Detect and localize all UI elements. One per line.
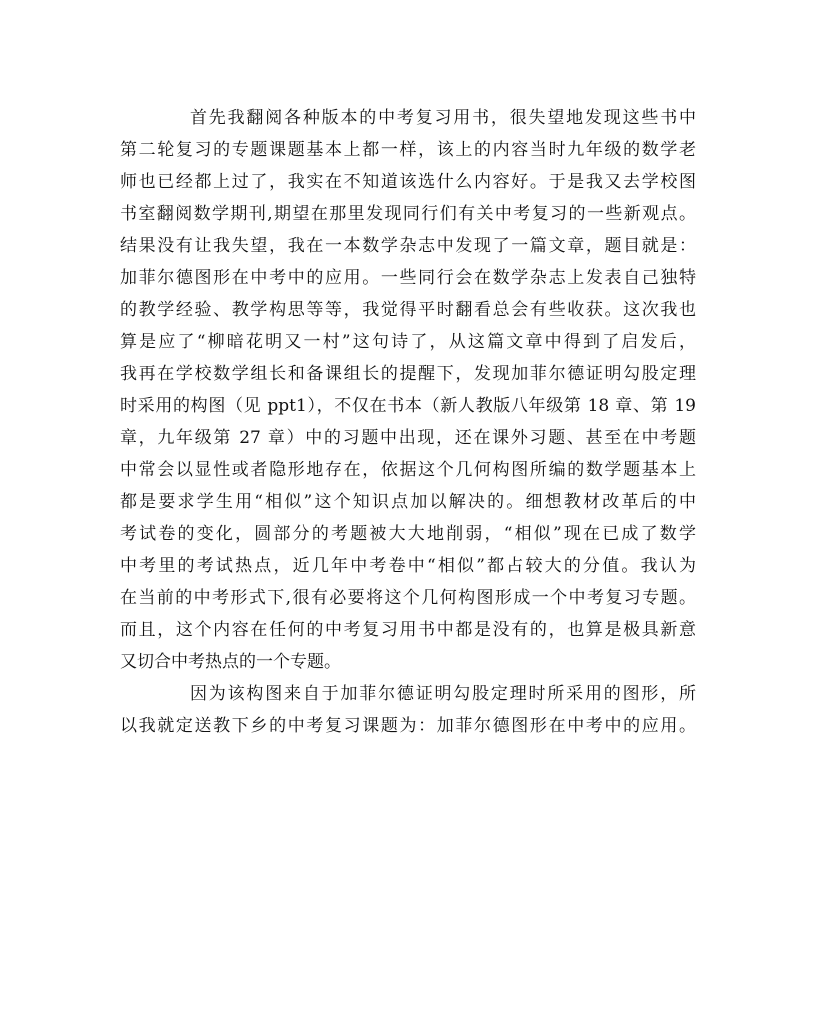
text-line: 在当前的中考形式下,很有必要将这个几何构图形成一个中考复习专题。 xyxy=(120,588,696,608)
text-line: 第二轮复习的专题课题基本上都一样，该上的内容当时九年级的数学老 xyxy=(120,140,696,160)
paragraph-2 xyxy=(120,678,696,742)
body-text xyxy=(120,102,696,742)
text-line: 中考里的考试热点，近几年中考卷中“相似”都占较大的分值。我认为 xyxy=(120,556,696,576)
text-line: 加菲尔德图形在中考中的应用。一些同行会在数学杂志上发表自己独特 xyxy=(120,268,696,288)
text-line: 又切合中考热点的一个专题。 xyxy=(120,652,341,672)
text-line: 的教学经验、教学构思等等，我觉得平时翻看总会有些收获。这次我也 xyxy=(120,300,696,320)
text-line: 首先我翻阅各种版本的中考复习用书，很失望地发现这些书中 xyxy=(190,108,696,128)
text-line: 师也已经都上过了，我实在不知道该选什么内容好。于是我又去学校图 xyxy=(120,172,696,192)
text-line: 而且，这个内容在任何的中考复习用书中都是没有的，也算是极具新意 xyxy=(120,620,696,640)
text-line: 时采用的构图（见 ppt1），不仅在书本（新人教版八年级第 18 章、第 19 xyxy=(120,396,696,416)
text-line: 中常会以显性或者隐形地存在，依据这个几何构图所编的数学题基本上 xyxy=(120,460,696,480)
text-line: 书室翻阅数学期刊,期望在那里发现同行们有关中考复习的一些新观点。 xyxy=(120,204,696,224)
text-line: 章，九年级第 27 章）中的习题中出现，还在课外习题、甚至在中考题 xyxy=(120,428,696,448)
text-line: 考试卷的变化，圆部分的考题被大大地削弱，“相似”现在已成了数学 xyxy=(120,524,696,544)
text-line: 算是应了“柳暗花明又一村”这句诗了，从这篇文章中得到了启发后， xyxy=(120,332,696,352)
paragraph-1 xyxy=(120,102,696,678)
text-line: 结果没有让我失望，我在一本数学杂志中发现了一篇文章，题目就是： xyxy=(120,236,696,256)
text-line: 因为该构图来自于加菲尔德证明勾股定理时所采用的图形，所 xyxy=(190,684,696,704)
text-line: 都是要求学生用“相似”这个知识点加以解决的。细想教材改革后的中 xyxy=(120,492,696,512)
text-line: 以我就定送教下乡的中考复习课题为：加菲尔德图形在中考中的应用。 xyxy=(120,716,696,736)
text-line: 我再在学校数学组长和备课组长的提醒下，发现加菲尔德证明勾股定理 xyxy=(120,364,696,384)
